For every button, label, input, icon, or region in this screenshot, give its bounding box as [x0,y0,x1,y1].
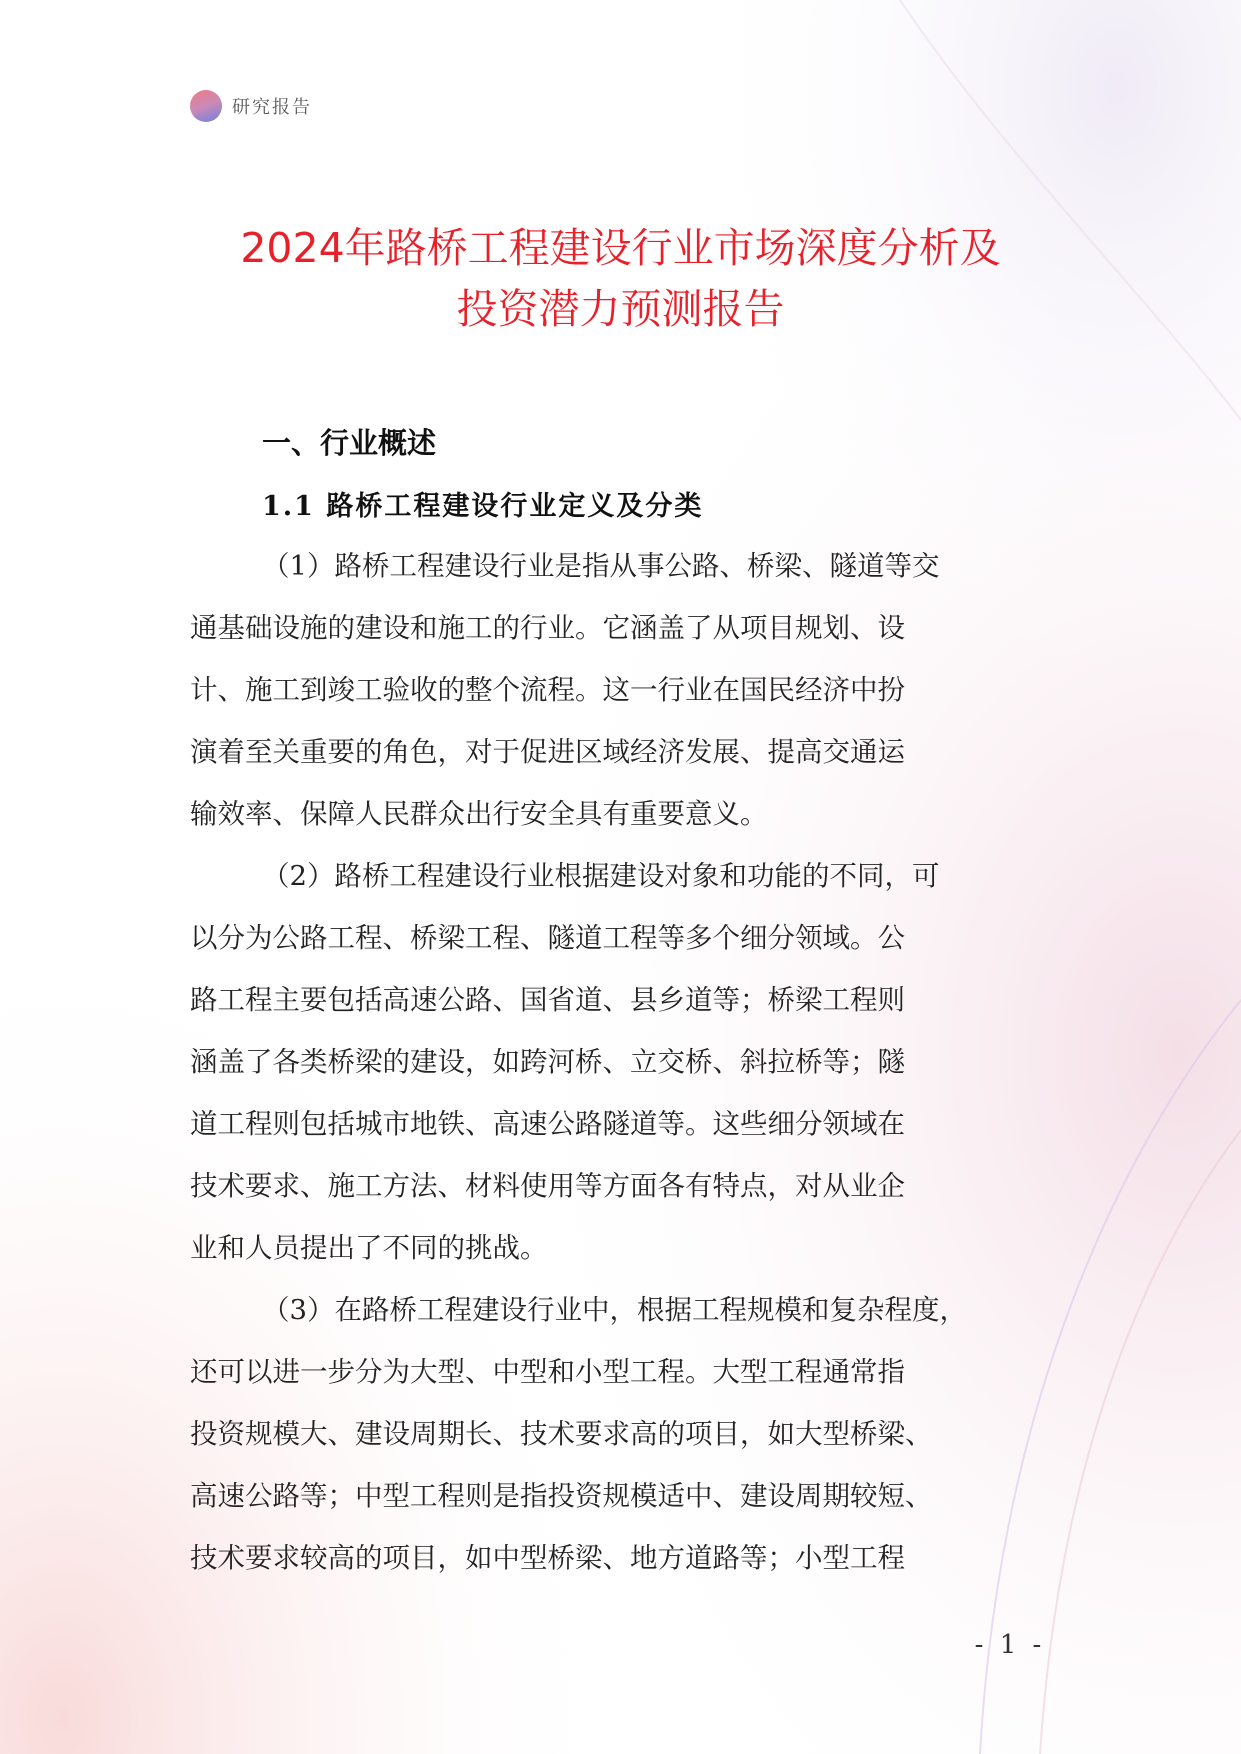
paragraph-line: 技术要求较高的项目，如中型桥梁、地方道路等；小型工程 [190,1542,905,1574]
paragraph-line: 路工程主要包括高速公路、国省道、县乡道等；桥梁工程则 [190,984,905,1016]
paragraph-line: 还可以进一步分为大型、中型和小型工程。大型工程通常指 [190,1356,905,1388]
paragraph-line: 道工程则包括城市地铁、高速公路隧道等。这些细分领域在 [190,1108,905,1140]
page-number: - 1 - [974,1630,1046,1660]
paragraph-line: 投资规模大、建设周期长、技术要求高的项目，如大型桥梁、 [190,1418,933,1450]
paragraph-line: 高速公路等；中型工程则是指投资规模适中、建设周期较短、 [190,1480,933,1512]
report-header [190,89,312,123]
document-title [150,218,1091,340]
section-heading: 一、行业概述 [262,426,437,460]
paragraph-line: 业和人员提出了不同的挑战。 [190,1232,548,1264]
paragraph-line: 技术要求、施工方法、材料使用等方面各有特点，对从业企 [190,1170,905,1202]
paragraph-3 [190,1279,967,1589]
paragraph-2 [190,845,940,1279]
title-line-1: 2024年路桥工程建设行业市场深度分析及 [240,224,1001,272]
title-line-2: 投资潜力预测报告 [456,285,785,333]
logo-dot-icon [190,90,222,122]
paragraph-line: 通基础设施的建设和施工的行业。它涵盖了从项目规划、设 [190,612,905,644]
paragraph-line: 输效率、保障人民群众出行安全具有重要意义。 [190,798,768,830]
paragraph-line: 演着至关重要的角色，对于促进区域经济发展、提高交通运 [190,736,905,768]
paragraph-line: （1）路桥工程建设行业是指从事公路、桥梁、隧道等交 [262,550,940,582]
subsection-heading: 1.1 路桥工程建设行业定义及分类 [262,491,704,522]
header-label: 研究报告 [232,97,312,118]
paragraph-1 [190,535,940,845]
paragraph-line: 涵盖了各类桥梁的建设，如跨河桥、立交桥、斜拉桥等；隧 [190,1046,905,1078]
paragraph-line: 计、施工到竣工验收的整个流程。这一行业在国民经济中扮 [190,674,905,706]
paragraph-line: 以分为公路工程、桥梁工程、隧道工程等多个细分领域。公 [190,922,905,954]
paragraph-line: （2）路桥工程建设行业根据建设对象和功能的不同，可 [262,860,940,892]
paragraph-line: （3）在路桥工程建设行业中，根据工程规模和复杂程度， [262,1294,967,1326]
